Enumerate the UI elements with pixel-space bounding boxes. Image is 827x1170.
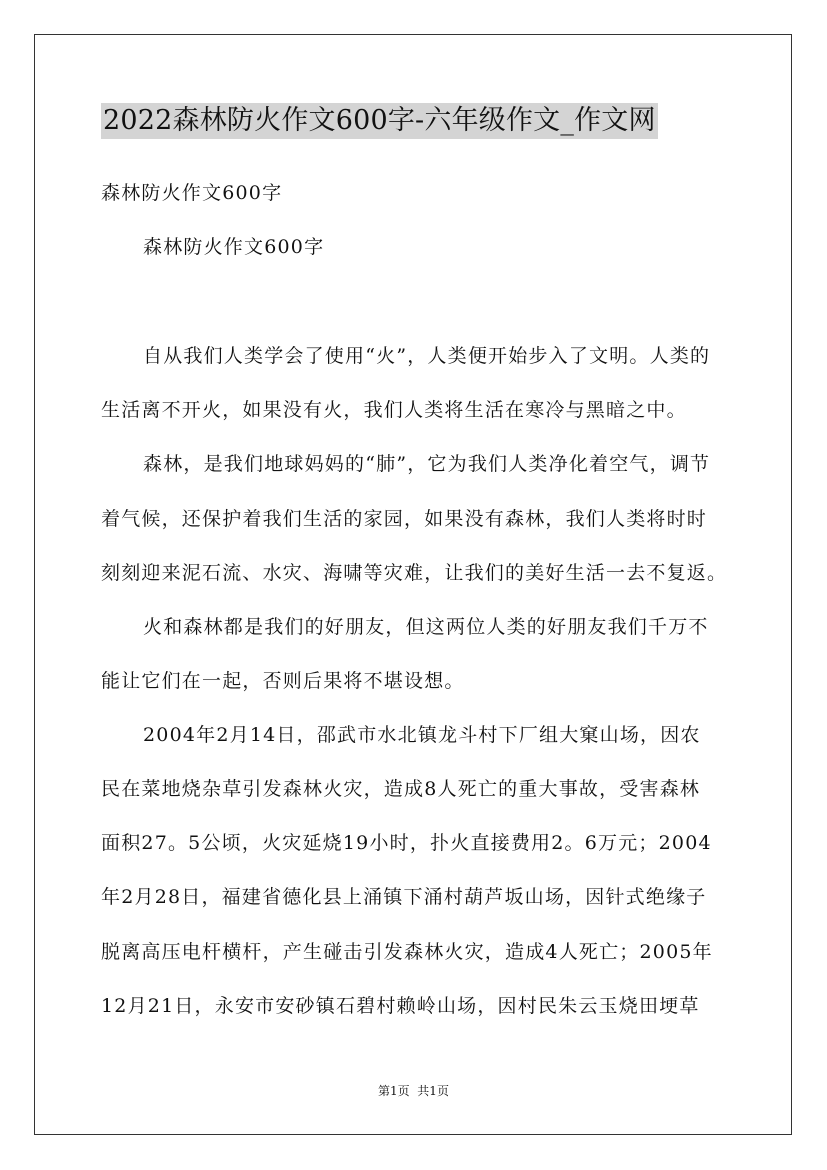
paragraph-line: 生活离不开火，如果没有火，我们人类将生活在寒冷与黑暗之中。 — [101, 399, 687, 421]
paragraph-line: 刻刻迎来泥石流、水灾、海啸等灾难，让我们的美好生活一去不复返。 — [101, 562, 728, 584]
paragraph-line: 2004年2月14日，邵武市水北镇龙斗村下厂组大窠山场，因农 — [143, 724, 701, 746]
paragraph-line: 着气候，还保护着我们生活的家园，如果没有森林，我们人类将时时 — [101, 508, 708, 530]
paragraph-line: 自从我们人类学会了使用“火”，人类便开始步入了文明。人类的 — [143, 345, 711, 367]
subtitle: 森林防火作文600字 — [101, 182, 283, 204]
paragraph-line: 12月21日，永安市安砂镇石碧村赖岭山场，因村民朱云玉烧田埂草 — [101, 995, 700, 1017]
page-footer: 第1页 共1页 — [378, 1084, 449, 1098]
page-title: 2022森林防火作文600字-六年级作文_作文网 — [101, 103, 658, 139]
paragraph-line: 面积27。5公顷，火灾延烧19小时，扑火直接费用2。6万元；2004 — [101, 832, 712, 854]
paragraph-line: 民在菜地烧杂草引发森林火灾，造成8人死亡的重大事故，受害森林 — [101, 778, 701, 800]
paragraph-line: 年2月28日，福建省德化县上涌镇下涌村葫芦坂山场，因针式绝缘子 — [101, 886, 707, 908]
paragraph-line: 火和森林都是我们的好朋友，但这两位人类的好朋友我们千万不 — [143, 616, 709, 638]
section-heading: 森林防火作文600字 — [143, 236, 325, 258]
paragraph-line: 森林，是我们地球妈妈的“肺”，它为我们人类净化着空气，调节 — [143, 453, 711, 475]
paragraph-line: 脱离高压电杆横杆，产生碰击引发森林火灾，造成4人死亡；2005年 — [101, 941, 713, 963]
paragraph-line: 能让它们在一起，否则后果将不堪设想。 — [101, 670, 465, 692]
